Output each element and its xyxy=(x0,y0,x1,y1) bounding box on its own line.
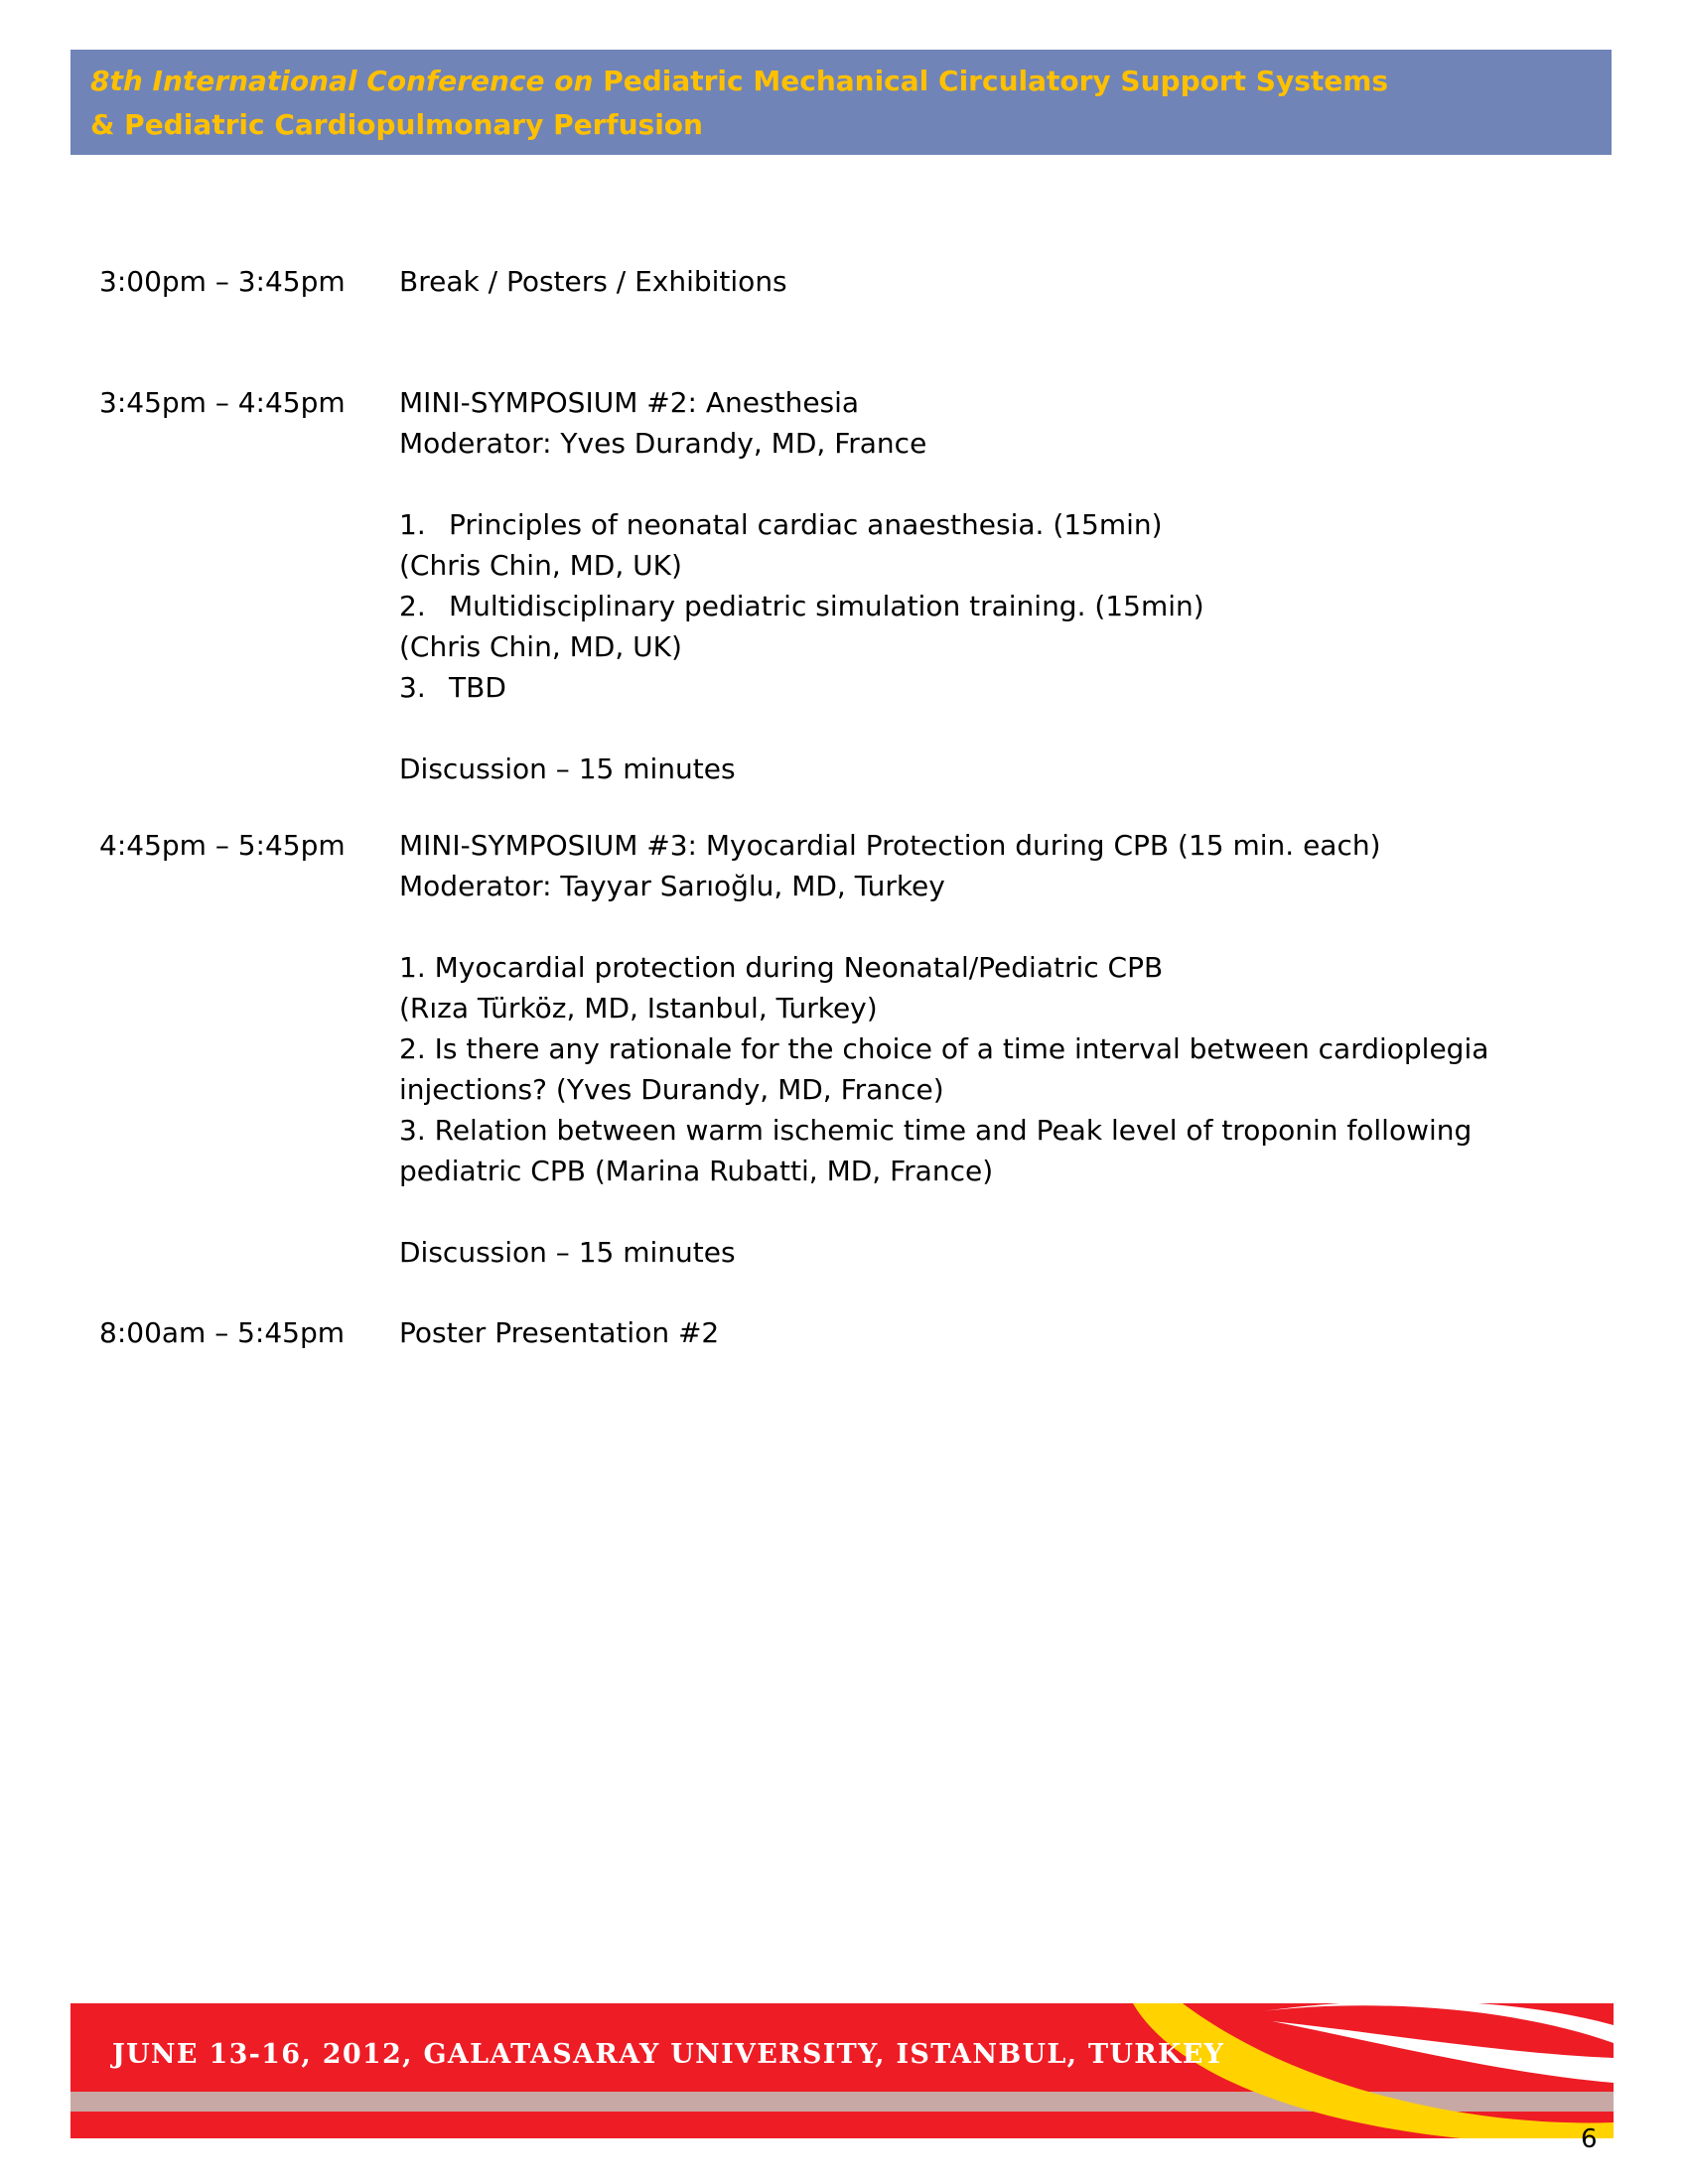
talk-speaker: (Chris Chin, MD, UK) xyxy=(399,549,682,582)
talk-number: 3. xyxy=(399,671,426,704)
program-schedule xyxy=(99,261,1549,1353)
talk-title: 1. Myocardial protection during Neonatal/Pediatric CPB xyxy=(399,951,1164,984)
slot-title: MINI-SYMPOSIUM #2: Anesthesia xyxy=(399,386,860,419)
header-line-1 xyxy=(90,60,1612,103)
schedule-slot-mini-symposium-3 xyxy=(99,825,1549,1273)
talk-title: Multidisciplinary pediatric simulation training. (15min) xyxy=(449,590,1204,622)
slot-discussion: Discussion – 15 minutes xyxy=(399,752,736,785)
slot-moderator: Moderator: Tayyar Sarıoğlu, MD, Turkey xyxy=(399,870,945,902)
slot-body xyxy=(399,382,1549,789)
talk-title: 3. Relation between warm ischemic time and Peak level of troponin following pediatric CPB (Marina Rubatti, MD, France) xyxy=(399,1114,1473,1187)
slot-time: 4:45pm – 5:45pm xyxy=(99,829,346,862)
header-ordinal-title: 8th International Conference on xyxy=(90,65,594,97)
white-swoosh-upper xyxy=(1262,2003,1614,2043)
talk-title: Principles of neonatal cardiac anaesthesia. (15min) xyxy=(449,508,1163,541)
talk-item xyxy=(399,504,1549,545)
white-swoosh-lower xyxy=(1272,2021,1614,2083)
schedule-slot-poster-presentation xyxy=(99,1312,1549,1353)
talk-item xyxy=(399,667,1549,708)
slot-title: Poster Presentation #2 xyxy=(399,1316,720,1349)
talk-number: 1. xyxy=(399,508,426,541)
header-line-2: & Pediatric Cardiopulmonary Perfusion xyxy=(90,108,703,141)
slot-moderator: Moderator: Yves Durandy, MD, France xyxy=(399,427,927,460)
slot-title: Break / Posters / Exhibitions xyxy=(399,265,787,298)
footer-swoosh-graphic xyxy=(70,2003,1614,2138)
conference-header xyxy=(70,50,1612,155)
footer-event-info: JUNE 13-16, 2012, GALATASARAY UNIVERSITY, ISTANBUL, TURKEY xyxy=(112,2039,1225,2070)
footer-banner xyxy=(70,2003,1614,2138)
talk-item xyxy=(399,586,1549,626)
slot-time: 8:00am – 5:45pm xyxy=(99,1316,346,1349)
talk-speaker: (Chris Chin, MD, UK) xyxy=(399,630,682,663)
schedule-slot-mini-symposium-2 xyxy=(99,382,1549,789)
talk-number: 2. xyxy=(399,590,426,622)
slot-body xyxy=(399,1312,1549,1353)
schedule-slot-break xyxy=(99,261,1549,302)
slot-time: 3:00pm – 3:45pm xyxy=(99,265,346,298)
slot-body xyxy=(399,825,1549,1273)
talk-title: 2. Is there any rationale for the choice of a time interval between cardioplegia injections? (Yves Durandy, MD, France) xyxy=(399,1032,1489,1106)
slot-discussion: Discussion – 15 minutes xyxy=(399,1236,736,1269)
slot-title: MINI-SYMPOSIUM #3: Myocardial Protection during CPB (15 min. each) xyxy=(399,829,1381,862)
talk-speaker: (Rıza Türköz, MD, Istanbul, Turkey) xyxy=(399,992,878,1024)
header-topic: Pediatric Mechanical Circulatory Support Systems xyxy=(603,65,1389,97)
page-number: 6 xyxy=(1581,2124,1598,2154)
slot-body xyxy=(399,261,1549,302)
slot-time: 3:45pm – 4:45pm xyxy=(99,386,346,419)
talk-title: TBD xyxy=(449,671,506,704)
